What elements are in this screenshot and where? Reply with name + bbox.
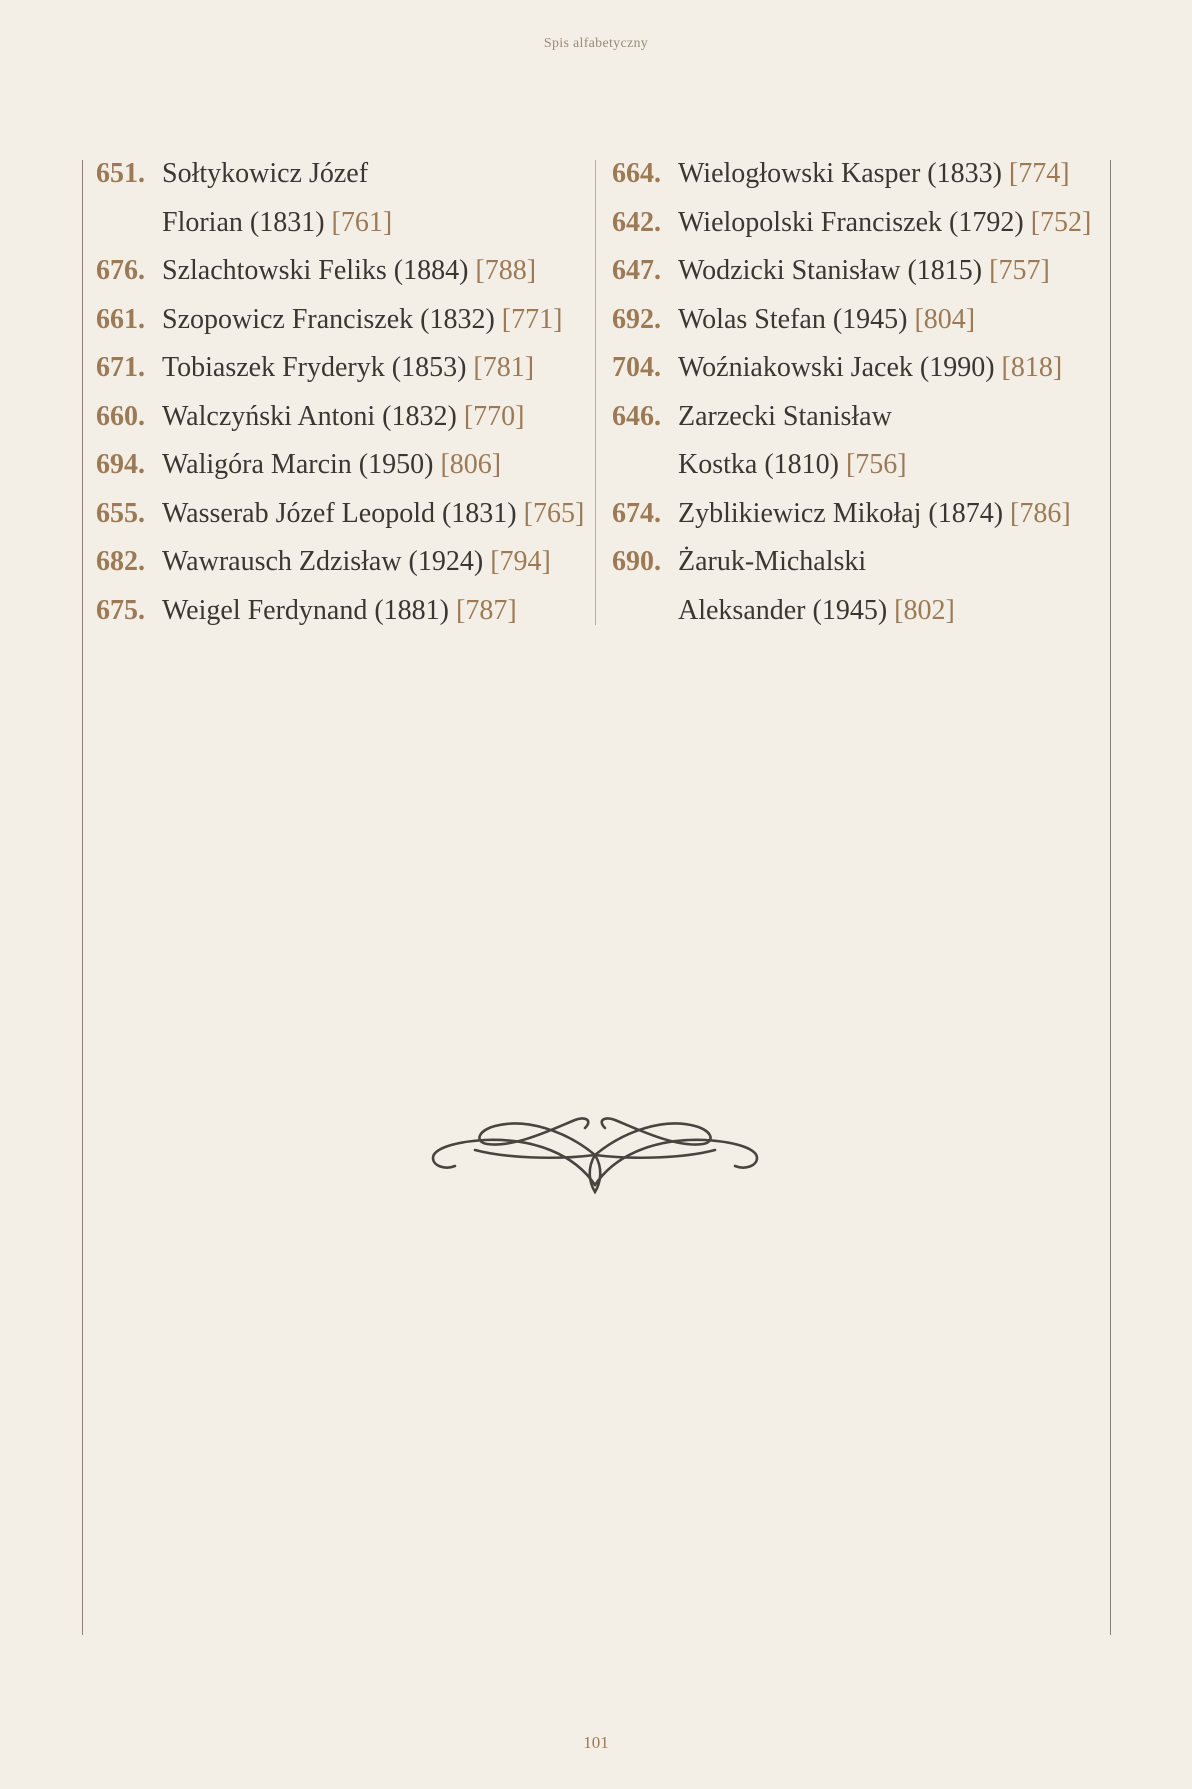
entry-name: Weigel Ferdynand (1881) (162, 594, 449, 626)
entry-name: Kostka (1810) (678, 449, 839, 480)
index-entry-line (612, 344, 1102, 393)
entry-page-reference: [756] (845, 449, 907, 480)
entry-page-reference: [787] (456, 594, 517, 626)
entry-name: Wodzicki Stanisław (1815) (678, 255, 983, 286)
running-title: Spis alfabetyczny (543, 36, 649, 51)
entry-name: Wolas Stefan (1945) (678, 303, 908, 335)
index-entry-line (612, 247, 1102, 296)
entry-number: 664. (612, 158, 661, 189)
entry-number: 675. (96, 594, 145, 626)
entry-page-reference: [788] (475, 255, 537, 286)
entry-name: Zyblikiewicz Mikołaj (1874) (678, 497, 1004, 529)
entry-number: 694. (96, 449, 145, 480)
index-entry-line (612, 393, 1102, 442)
entry-page-reference: [804] (914, 303, 976, 335)
index-entry-line (96, 296, 586, 345)
entry-page-reference: [757] (989, 255, 1050, 286)
entry-name: Woźniakowski Jacek (1990) (678, 352, 995, 383)
entry-number: 671. (96, 352, 145, 383)
page-number: 101 (583, 1733, 609, 1752)
entry-name: Wawrausch Zdzisław (1924) (162, 546, 484, 577)
index-entry-line (96, 393, 586, 442)
entry-name: Zarzecki Stanisław (678, 400, 892, 432)
entry-number: 647. (612, 255, 661, 286)
entry-name: Wasserab Józef Leopold (1831) (162, 497, 517, 529)
entry-page-reference: [752] (1030, 206, 1092, 238)
entry-number: 661. (96, 303, 145, 335)
entry-name: Szlachtowski Feliks (1884) (162, 255, 469, 286)
index-entry-line (96, 199, 586, 248)
entry-number: 692. (612, 303, 661, 335)
entry-page-reference: [770] (463, 400, 525, 432)
index-entry-line (96, 538, 586, 587)
index-entry-line (96, 490, 586, 539)
entry-page-reference: [765] (523, 497, 585, 529)
entry-page-reference: [786] (1010, 497, 1071, 529)
entry-name: Waligóra Marcin (1950) (162, 449, 434, 480)
index-entry-line (612, 296, 1102, 345)
entry-number: 655. (96, 497, 145, 529)
index-entry-line (96, 150, 586, 199)
index-entry-line (96, 247, 586, 296)
entry-page-reference: [771] (501, 303, 563, 335)
index-entry-line (96, 441, 586, 490)
entry-number: 642. (612, 206, 661, 238)
index-entry-line (612, 150, 1102, 199)
right-frame-rule (1110, 160, 1111, 1635)
index-entry-line (96, 587, 586, 636)
entry-page-reference: [781] (473, 352, 535, 383)
entry-page-reference: [802] (894, 594, 955, 626)
entry-name: Wielogłowski Kasper (1833) (678, 158, 1002, 189)
entry-name: Florian (1831) (162, 206, 325, 238)
entry-number: 704. (612, 352, 661, 383)
entry-name: Szopowicz Franciszek (1832) (162, 303, 495, 335)
entry-name: Sołtykowicz Józef (162, 158, 369, 189)
entry-number: 682. (96, 546, 145, 577)
column-divider (595, 160, 596, 625)
entry-name: Aleksander (1945) (678, 594, 888, 626)
entry-name: Żaruk-Michalski (678, 546, 867, 577)
index-entry-line (612, 490, 1102, 539)
index-entry-line (612, 587, 1102, 636)
entry-page-reference: [774] (1008, 158, 1070, 189)
entry-number: 651. (96, 158, 145, 189)
entry-number: 676. (96, 255, 145, 286)
entry-page-reference: [794] (490, 546, 551, 577)
entry-number: 690. (612, 546, 661, 577)
flourish-ornament-icon (425, 1100, 765, 1195)
entry-page-reference: [761] (331, 206, 393, 238)
entry-number: 646. (612, 400, 661, 432)
entry-name: Wielopolski Franciszek (1792) (678, 206, 1024, 238)
index-column-right (612, 150, 1102, 635)
index-column-left (96, 150, 586, 635)
entry-number: 660. (96, 400, 145, 432)
index-entry-line (612, 538, 1102, 587)
entry-name: Tobiaszek Fryderyk (1853) (162, 352, 467, 383)
entry-page-reference: [806] (440, 449, 502, 480)
index-entry-line (96, 344, 586, 393)
index-entry-line (612, 441, 1102, 490)
index-entry-line (612, 199, 1102, 248)
entry-page-reference: [818] (1001, 352, 1063, 383)
left-frame-rule (82, 160, 83, 1635)
entry-number: 674. (612, 497, 661, 529)
entry-name: Walczyński Antoni (1832) (162, 400, 457, 432)
